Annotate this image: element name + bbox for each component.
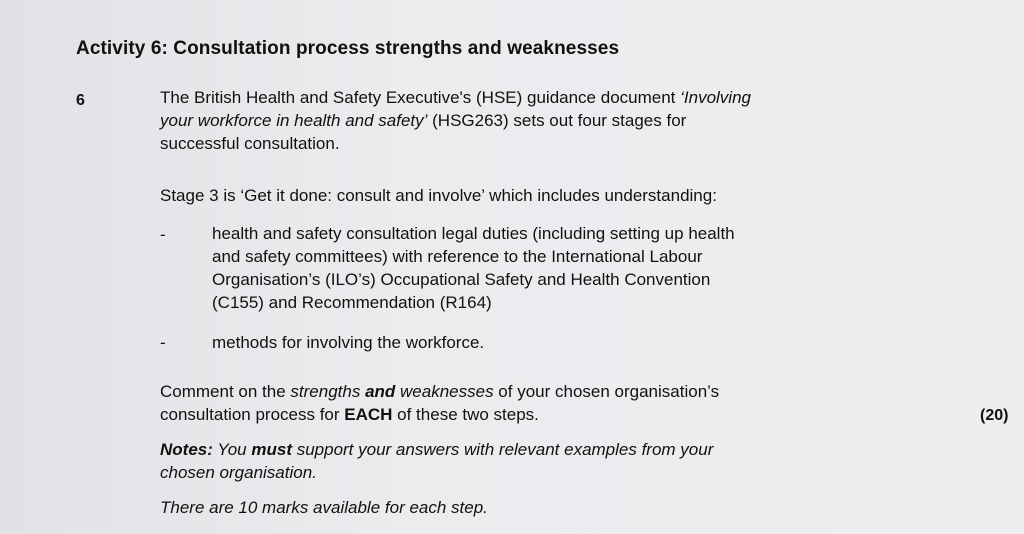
question-marks: (20)	[980, 407, 1009, 424]
notes-text-c: support your answers with relevant examples from your	[291, 440, 714, 459]
intro-line-2-text: (HSG263) sets out four stages for	[427, 111, 687, 130]
bullet-1-line-2: and safety committees) with reference to the International Labour	[212, 247, 703, 266]
notes-line-1	[160, 438, 920, 461]
intro-line-2-italic: your workforce in health and safety’	[160, 111, 428, 130]
intro-line-1-text: The British Health and Safety Executive's (HSE) guidance document	[160, 88, 681, 107]
notes-text-a: You	[212, 440, 252, 459]
comment-text-e: of your chosen organisation’s	[493, 382, 720, 401]
stage-paragraph: Stage 3 is ‘Get it done: consult and involve’ which includes understanding:	[160, 186, 717, 205]
comment-text-h: of these two steps.	[392, 405, 539, 424]
notes-label: Notes:	[160, 440, 213, 459]
bullet-1	[212, 222, 892, 314]
intro-line-2	[160, 109, 920, 132]
notes-must: must	[251, 440, 292, 459]
marks-note: There are 10 marks available for each step.	[160, 498, 488, 517]
bullet-1-line-4: (C155) and Recommendation (R164)	[212, 293, 492, 312]
comment-text-a: Comment on the	[160, 382, 291, 401]
comment-paragraph	[160, 380, 920, 426]
comment-and: and	[360, 382, 401, 401]
bullet-1-line-1: health and safety consultation legal duties (including setting up health	[212, 224, 735, 243]
intro-line-1	[160, 86, 920, 109]
comment-text-f: consultation process for	[160, 405, 345, 424]
bullet-1-line-3: Organisation’s (ILO’s) Occupational Safety and Health Convention	[212, 270, 711, 289]
bullet-2-marker: -	[160, 333, 166, 352]
comment-strengths: strengths	[290, 382, 361, 401]
intro-line-1-italic: ‘Involving	[680, 88, 751, 107]
comment-line-1	[160, 380, 920, 403]
comment-each: EACH	[344, 405, 393, 424]
bullet-2: methods for involving the workforce.	[212, 333, 485, 352]
comment-line-2	[160, 403, 920, 426]
intro-paragraph	[160, 86, 920, 155]
comment-weaknesses: weaknesses	[400, 382, 494, 401]
intro-line-3: successful consultation.	[160, 134, 340, 153]
question-number: 6	[76, 92, 85, 109]
notes-line-2: chosen organisation.	[160, 463, 317, 482]
bullet-1-marker: -	[160, 225, 166, 244]
notes-paragraph	[160, 438, 920, 484]
activity-title: Activity 6: Consultation process strengths and weaknesses	[76, 38, 620, 59]
